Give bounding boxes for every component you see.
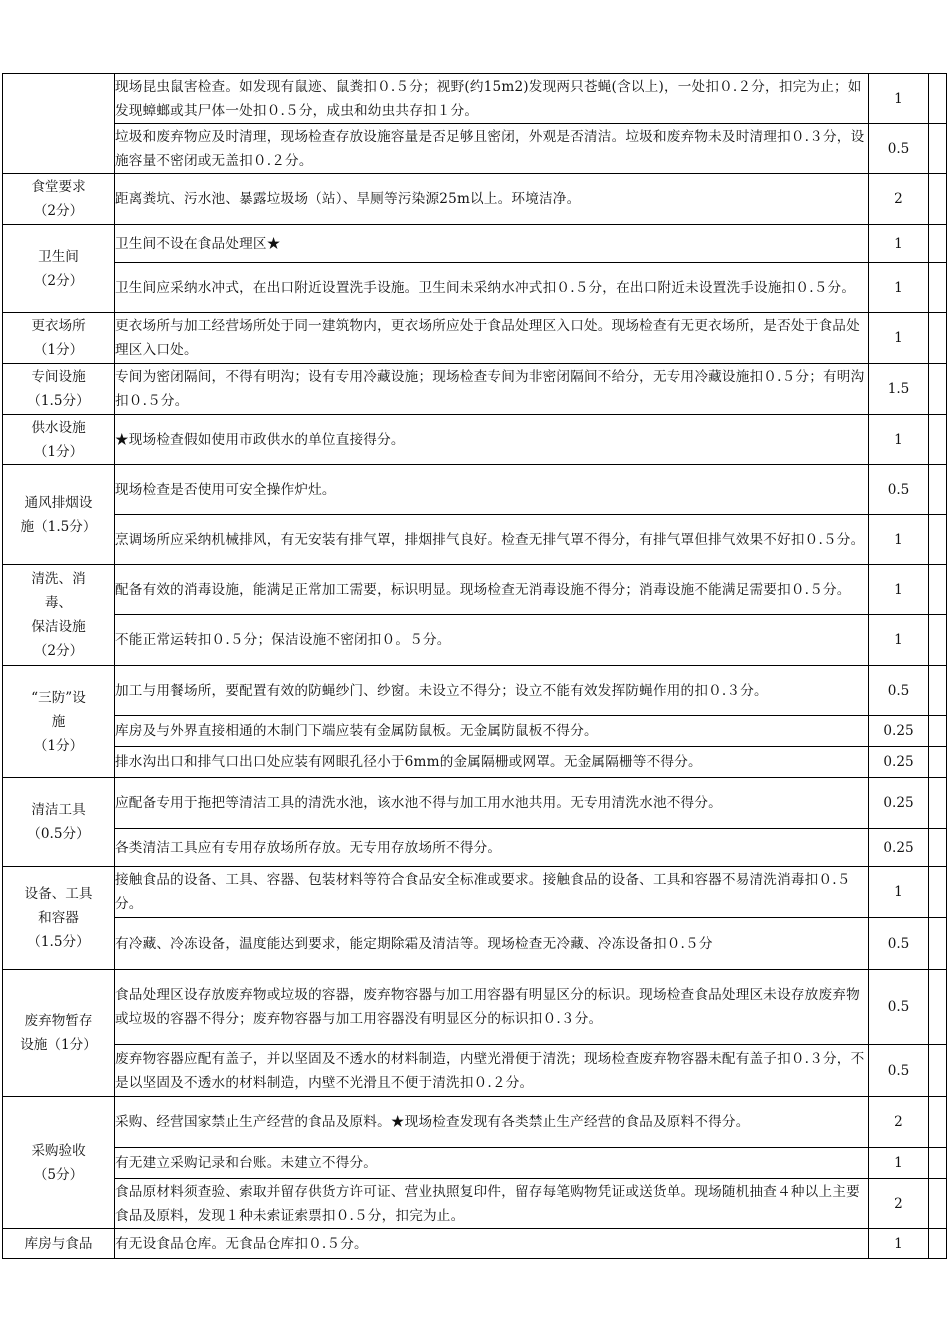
inspection-table <box>2 73 947 1259</box>
category-label-line: 设施（1分） <box>20 1037 97 1053</box>
criterion-text: 各类清洁工具应有专用存放场所存放。无专用存放场所不得分。 <box>115 829 869 867</box>
criterion-text: 卫生间不设在食品处理区★ <box>115 225 869 263</box>
table-row <box>3 778 947 829</box>
category-label-line: （5分） <box>33 1166 84 1183</box>
table-row <box>3 867 947 918</box>
score-value: 1 <box>869 313 929 364</box>
score-value: 1 <box>869 263 929 313</box>
table-row <box>3 1148 947 1179</box>
table-row <box>3 970 947 1045</box>
table-row <box>3 1229 947 1259</box>
score-value: 2 <box>869 174 929 225</box>
score-value: 1 <box>869 74 929 124</box>
criterion-text: 接触食品的设备、工具、容器、包装材料等符合食品安全标准或要求。接触食品的设备、工具和容器不易清洗消毒扣０.５ 分。 <box>115 867 869 918</box>
category-label-line: 毒、 <box>44 595 73 611</box>
blank-cell <box>929 1045 947 1097</box>
score-value: 1 <box>869 1148 929 1179</box>
inspection-table-body <box>3 74 947 1259</box>
category-label-line: （1.5分） <box>27 393 90 409</box>
category-cell <box>3 174 115 225</box>
category-cell <box>3 1097 115 1229</box>
criterion-text: 加工与用餐场所，要配置有效的防蝇纱门、纱窗。未设立不得分；设立不能有效发挥防蝇作用的扣０.３分。 <box>115 666 869 716</box>
category-label-line: 清洗、消 <box>31 571 86 587</box>
criterion-text: 库房及与外界直接相通的木制门下端应装有金属防鼠板。无金属防鼠板不得分。 <box>115 716 869 747</box>
score-value: 1 <box>869 415 929 465</box>
blank-cell <box>929 778 947 829</box>
score-value: 1 <box>869 225 929 263</box>
score-value: 0.5 <box>869 666 929 716</box>
criterion-text: 距离粪坑、污水池、暴露垃圾场（站）、旱厕等污染源25m以上。环境洁净。 <box>115 174 869 225</box>
category-label-line: 设备、工具 <box>24 886 93 902</box>
blank-cell <box>929 415 947 465</box>
score-value: 0.5 <box>869 1045 929 1097</box>
table-row <box>3 747 947 778</box>
table-row <box>3 1097 947 1148</box>
category-label-line: （2分） <box>33 272 84 289</box>
score-value: 1 <box>869 867 929 918</box>
category-cell <box>3 415 115 465</box>
table-row <box>3 829 947 867</box>
criterion-text: 卫生间应采纳水冲式，在出口附近设置洗手设施。卫生间未采纳水冲式扣０.５分，在出口附近未设置洗手设施扣０.５分。 <box>115 263 869 313</box>
blank-cell <box>929 1148 947 1179</box>
criterion-text: 专间为密闭隔间，不得有明沟；设有专用冷藏设施；现场检查专间为非密闭隔间不给分，无专用冷藏设施扣０.５分；有明沟扣０.５分。 <box>115 364 869 415</box>
score-value: 0.25 <box>869 716 929 747</box>
category-label-line: 废弃物暂存 <box>24 1013 93 1029</box>
score-value: 0.5 <box>869 918 929 970</box>
table-row <box>3 313 947 364</box>
blank-cell <box>929 867 947 918</box>
blank-cell <box>929 1179 947 1229</box>
category-label-line: 食堂要求 <box>31 179 86 195</box>
category-label-line: 供水设施 <box>31 419 86 436</box>
criterion-text: 废弃物容器应配有盖子，并以坚固及不透水的材料制造，内壁光滑便于清洗；现场检查废弃物容器未配有盖子扣０.３分，不是以坚固及不透水的材料制造，内壁不光滑且不便于清洗扣０.２分。 <box>115 1045 869 1097</box>
score-value: 1 <box>869 515 929 565</box>
category-label-line: “三防”设 <box>31 689 86 706</box>
blank-cell <box>929 666 947 716</box>
category-cell <box>3 970 115 1097</box>
table-row <box>3 225 947 263</box>
category-cell <box>3 74 115 174</box>
criterion-text: 垃圾和废弃物应及时清理，现场检查存放设施容量是否足够且密闭，外观是否清洁。垃圾和废弃物未及时清理扣０.３分，设施容量不密闭或无盖扣０.２分。 <box>115 124 869 174</box>
score-value: 2 <box>869 1097 929 1148</box>
category-label-line: 保洁设施 <box>31 619 86 635</box>
category-label-line: （2分） <box>33 643 84 659</box>
score-value: 1 <box>869 565 929 615</box>
category-cell <box>3 778 115 867</box>
blank-cell <box>929 716 947 747</box>
table-row <box>3 174 947 225</box>
category-cell <box>3 225 115 313</box>
blank-cell <box>929 615 947 666</box>
criterion-text: 应配备专用于拖把等清洁工具的清洗水池，该水池不得与加工用水池共用。无专用清洗水池不得分。 <box>115 778 869 829</box>
category-label-line: （2分） <box>33 203 84 219</box>
category-label-line: （0.5分） <box>27 826 90 842</box>
blank-cell <box>929 174 947 225</box>
criterion-text: 有无设食品仓库。无食品仓库扣０.５分。 <box>115 1229 869 1259</box>
criterion-text: 更衣场所与加工经营场所处于同一建筑物内，更衣场所应处于食品处理区入口处。现场检查有无更衣场所，是否处于食品处理区入口处。 <box>115 313 869 364</box>
blank-cell <box>929 124 947 174</box>
category-label-line: 施（1.5分） <box>20 518 97 535</box>
category-label-line: 施 <box>51 713 66 730</box>
criterion-text: 现场昆虫鼠害检查。如发现有鼠迹、鼠粪扣０.５分；视野(约15m2)发现两只苍蝇(含以上)，一处扣０.２分，扣完为止；如发现蟑螂或其尸体一处扣０.５分，成虫和幼虫共存扣１分。 <box>115 74 869 124</box>
table-row <box>3 918 947 970</box>
blank-cell <box>929 465 947 515</box>
blank-cell <box>929 565 947 615</box>
category-label-line: 通风排烟设 <box>24 494 93 511</box>
table-row <box>3 74 947 124</box>
criterion-text: ★现场检查假如使用市政供水的单位直接得分。 <box>115 415 869 465</box>
blank-cell <box>929 970 947 1045</box>
table-row <box>3 263 947 313</box>
category-label-line: 专间设施 <box>31 369 86 385</box>
criterion-text: 烹调场所应采纳机械排风，有无安装有排气罩，排烟排气良好。检查无排气罩不得分，有排气罩但排气效果不好扣０.５分。 <box>115 515 869 565</box>
category-label-line: 清洁工具 <box>31 802 86 818</box>
category-label-line: （1分） <box>33 737 84 754</box>
blank-cell <box>929 74 947 124</box>
score-value: 0.5 <box>869 124 929 174</box>
score-value: 0.25 <box>869 747 929 778</box>
score-value: 0.5 <box>869 970 929 1045</box>
blank-cell <box>929 918 947 970</box>
criterion-text: 食品原材料须查验、索取并留存供货方许可证、营业执照复印件，留存每笔购物凭证或送货单。现场随机抽查４种以上主要食品及原料，发现１种未索证索票扣０.５分，扣完为止。 <box>115 1179 869 1229</box>
blank-cell <box>929 829 947 867</box>
table-row <box>3 415 947 465</box>
criterion-text: 不能正常运转扣０.５分；保洁设施不密闭扣０。５分。 <box>115 615 869 666</box>
score-value: 0.25 <box>869 829 929 867</box>
table-row <box>3 1045 947 1097</box>
score-value: 1 <box>869 615 929 666</box>
table-row <box>3 1179 947 1229</box>
category-label-line: 卫生间 <box>38 248 79 265</box>
score-value: 2 <box>869 1179 929 1229</box>
table-row <box>3 465 947 515</box>
criterion-text: 有冷藏、冷冻设备，温度能达到要求，能定期除霜及清洁等。现场检查无冷藏、冷冻设备扣０.５分 <box>115 918 869 970</box>
category-cell <box>3 1229 115 1259</box>
category-label-line: 库房与食品 <box>24 1235 93 1252</box>
blank-cell <box>929 1229 947 1259</box>
category-label-line: （1.5分） <box>27 934 90 950</box>
table-row <box>3 716 947 747</box>
table-row <box>3 666 947 716</box>
category-label-line: （1分） <box>33 443 84 460</box>
criterion-text: 现场检查是否使用可安全操作炉灶。 <box>115 465 869 515</box>
blank-cell <box>929 364 947 415</box>
table-row <box>3 565 947 615</box>
criterion-text: 排水沟出口和排气口出口处应装有网眼孔径小于6mm的金属隔栅或网罩。无金属隔栅等不得分。 <box>115 747 869 778</box>
blank-cell <box>929 225 947 263</box>
table-row <box>3 515 947 565</box>
score-value: 0.25 <box>869 778 929 829</box>
table-row <box>3 124 947 174</box>
blank-cell <box>929 515 947 565</box>
score-value: 1 <box>869 1229 929 1259</box>
criterion-text: 有无建立采购记录和台账。未建立不得分。 <box>115 1148 869 1179</box>
category-cell <box>3 565 115 666</box>
score-value: 0.5 <box>869 465 929 515</box>
category-label-line: 更衣场所 <box>31 318 86 334</box>
criterion-text: 配备有效的消毒设施，能满足正常加工需要，标识明显。现场检查无消毒设施不得分；消毒设施不能满足需要扣０.５分。 <box>115 565 869 615</box>
blank-cell <box>929 747 947 778</box>
category-cell <box>3 313 115 364</box>
category-label-line: 和容器 <box>38 910 79 926</box>
table-row <box>3 364 947 415</box>
criterion-text: 食品处理区设存放废弃物或垃圾的容器，废弃物容器与加工用容器有明显区分的标识。现场检查食品处理区未设存放废弃物或垃圾的容器不得分；废弃物容器与加工用容器没有明显区分的标识扣０.３分。 <box>115 970 869 1045</box>
criterion-text: 采购、经营国家禁止生产经营的食品及原料。★现场检查发现有各类禁止生产经营的食品及原料不得分。 <box>115 1097 869 1148</box>
category-cell <box>3 867 115 970</box>
blank-cell <box>929 263 947 313</box>
category-label-line: 采购验收 <box>31 1142 86 1159</box>
table-row <box>3 615 947 666</box>
category-label-line: （1分） <box>33 342 84 358</box>
blank-cell <box>929 1097 947 1148</box>
category-cell <box>3 666 115 778</box>
blank-cell <box>929 313 947 364</box>
score-value: 1.5 <box>869 364 929 415</box>
category-cell <box>3 465 115 565</box>
category-cell <box>3 364 115 415</box>
